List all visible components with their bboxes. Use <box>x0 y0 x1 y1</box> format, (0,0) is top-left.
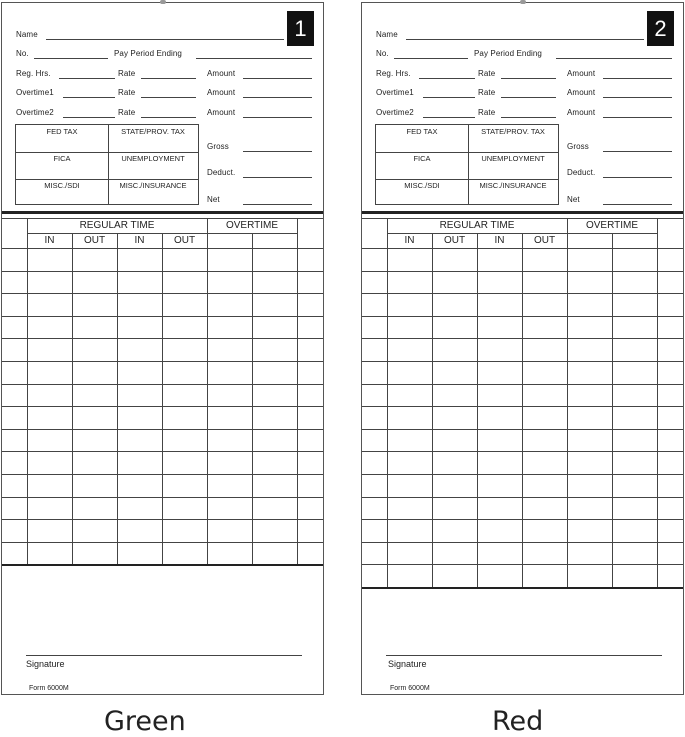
table-row <box>2 542 323 565</box>
table-row <box>362 406 683 429</box>
gross-label: Gross <box>207 142 229 151</box>
tax-box <box>15 124 199 205</box>
misc-insurance-label: MISC./INSURANCE <box>119 181 187 190</box>
ot1-rate-field[interactable] <box>141 97 196 98</box>
pay-period-ending-field[interactable] <box>196 58 312 59</box>
table-row <box>362 519 683 542</box>
out-header: OUT <box>533 235 556 246</box>
misc-sdi-label: MISC./SDI <box>404 181 440 190</box>
no-label: No. <box>376 49 389 58</box>
fica-label: FICA <box>413 154 431 163</box>
table-row <box>2 406 323 429</box>
card-top-notch <box>160 0 166 4</box>
deduct-field[interactable] <box>243 177 312 178</box>
card-number-badge: 1 <box>287 11 314 46</box>
overtime1-field[interactable] <box>63 97 115 98</box>
no-label: No. <box>16 49 29 58</box>
out-header: OUT <box>173 235 196 246</box>
overtime1-field[interactable] <box>423 97 475 98</box>
table-row <box>362 384 683 407</box>
gross-field[interactable] <box>243 151 312 152</box>
net-field[interactable] <box>243 204 312 205</box>
reg-amount-label: Amount <box>567 69 596 78</box>
deduct-field[interactable] <box>603 177 672 178</box>
table-row <box>2 384 323 407</box>
reg-amount-label: Amount <box>207 69 236 78</box>
in-header: IN <box>494 235 505 246</box>
regular-time-header: REGULAR TIME <box>439 220 515 231</box>
table-row <box>2 316 323 339</box>
table-row <box>2 474 323 497</box>
table-row <box>362 361 683 384</box>
net-label: Net <box>567 195 580 204</box>
state-prov-tax-label: STATE/PROV. TAX <box>121 127 185 136</box>
reg-hrs-label: Reg. Hrs. <box>376 69 411 78</box>
overtime1-label: Overtime1 <box>376 88 414 97</box>
ot2-rate-field[interactable] <box>501 117 556 118</box>
reg-hrs-field[interactable] <box>59 78 115 79</box>
net-label: Net <box>207 195 220 204</box>
table-row <box>2 338 323 361</box>
card-top-notch <box>520 0 526 4</box>
overtime2-label: Overtime2 <box>376 108 414 117</box>
ot1-amount-field[interactable] <box>243 97 312 98</box>
table-row <box>362 542 683 565</box>
grid-top-line <box>2 218 323 219</box>
form-number: Form 6000M <box>29 685 69 692</box>
ot1-amount-label: Amount <box>207 88 236 97</box>
table-row <box>362 429 683 452</box>
pay-period-ending-label: Pay Period Ending <box>474 49 542 58</box>
misc-insurance-label: MISC./INSURANCE <box>479 181 547 190</box>
grid-bottom-line <box>2 564 323 566</box>
in-header: IN <box>404 235 415 246</box>
overtime-header: OVERTIME <box>585 220 639 231</box>
fed-tax-label: FED TAX <box>406 127 438 136</box>
card-number-badge: 2 <box>647 11 674 46</box>
table-row <box>2 271 323 294</box>
table-row <box>2 248 323 271</box>
time-card-2 <box>361 2 684 695</box>
signature-label: Signature <box>388 659 427 669</box>
unemployment-label: UNEMPLOYMENT <box>481 154 545 163</box>
pay-period-ending-label: Pay Period Ending <box>114 49 182 58</box>
name-field[interactable] <box>406 39 644 40</box>
gross-label: Gross <box>567 142 589 151</box>
ot2-rate-label: Rate <box>478 108 496 117</box>
ot1-rate-label: Rate <box>118 88 136 97</box>
table-row <box>2 361 323 384</box>
out-header: OUT <box>443 235 466 246</box>
deduct-label: Deduct. <box>207 168 236 177</box>
grid-top-line <box>362 218 683 219</box>
reg-rate-field[interactable] <box>141 78 196 79</box>
table-row <box>2 451 323 474</box>
table-row <box>2 497 323 520</box>
tax-box <box>375 124 559 205</box>
reg-amount-field[interactable] <box>603 78 672 79</box>
reg-rate-field[interactable] <box>501 78 556 79</box>
reg-rate-label: Rate <box>478 69 496 78</box>
section-divider <box>2 211 323 214</box>
ot2-amount-label: Amount <box>207 108 236 117</box>
unemployment-label: UNEMPLOYMENT <box>121 154 185 163</box>
regular-time-header: REGULAR TIME <box>79 220 155 231</box>
overtime-header: OVERTIME <box>225 220 279 231</box>
net-field[interactable] <box>603 204 672 205</box>
overtime2-field[interactable] <box>423 117 475 118</box>
table-row <box>362 451 683 474</box>
reg-rate-label: Rate <box>118 69 136 78</box>
table-row <box>362 316 683 339</box>
table-row <box>362 564 683 587</box>
signature-label: Signature <box>26 659 65 669</box>
name-label: Name <box>376 30 398 39</box>
ot1-rate-label: Rate <box>478 88 496 97</box>
ot2-rate-label: Rate <box>118 108 136 117</box>
reg-hrs-label: Reg. Hrs. <box>16 69 51 78</box>
table-row <box>362 271 683 294</box>
no-field[interactable] <box>34 58 108 59</box>
gross-field[interactable] <box>603 151 672 152</box>
signature-line[interactable] <box>386 655 662 656</box>
card-2-color-caption: Red <box>492 706 544 737</box>
reg-hrs-field[interactable] <box>419 78 475 79</box>
ot2-amount-field[interactable] <box>243 117 312 118</box>
card-1-color-caption: Green <box>104 706 186 737</box>
misc-sdi-label: MISC./SDI <box>44 181 80 190</box>
reg-amount-field[interactable] <box>243 78 312 79</box>
overtime2-field[interactable] <box>63 117 115 118</box>
fed-tax-label: FED TAX <box>46 127 78 136</box>
table-row <box>2 293 323 316</box>
table-row <box>362 248 683 271</box>
pay-period-ending-field[interactable] <box>556 58 672 59</box>
ot1-rate-field[interactable] <box>501 97 556 98</box>
section-divider <box>362 211 683 214</box>
state-prov-tax-label: STATE/PROV. TAX <box>481 127 545 136</box>
table-row <box>2 519 323 542</box>
form-number: Form 6000M <box>390 685 430 692</box>
time-card-1 <box>1 2 324 695</box>
in-header: IN <box>44 235 55 246</box>
name-label: Name <box>16 30 38 39</box>
table-row <box>362 338 683 361</box>
ot1-amount-label: Amount <box>567 88 596 97</box>
overtime1-label: Overtime1 <box>16 88 54 97</box>
ot2-rate-field[interactable] <box>141 117 196 118</box>
signature-line[interactable] <box>26 655 302 656</box>
out-header: OUT <box>83 235 106 246</box>
grid-bottom-line <box>362 587 683 589</box>
name-field[interactable] <box>46 39 284 40</box>
ot2-amount-label: Amount <box>567 108 596 117</box>
overtime2-label: Overtime2 <box>16 108 54 117</box>
table-row <box>362 497 683 520</box>
table-row <box>362 293 683 316</box>
table-row <box>362 474 683 497</box>
ot2-amount-field[interactable] <box>603 117 672 118</box>
deduct-label: Deduct. <box>567 168 596 177</box>
fica-label: FICA <box>53 154 71 163</box>
ot1-amount-field[interactable] <box>603 97 672 98</box>
table-row <box>2 429 323 452</box>
no-field[interactable] <box>394 58 468 59</box>
in-header: IN <box>134 235 145 246</box>
